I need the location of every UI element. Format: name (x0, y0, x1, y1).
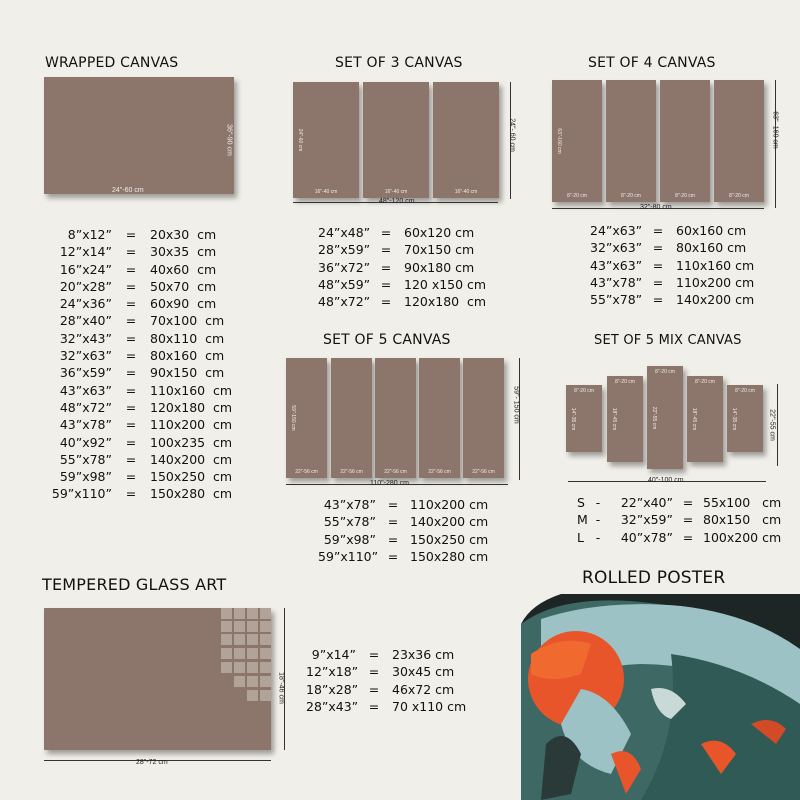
panel-height-label: 14"-35 cm (731, 407, 737, 430)
canvas-panel-3 (433, 82, 499, 198)
size-centimeters: 110x160 cm (150, 382, 233, 398)
equals-sign: = (125, 296, 137, 312)
equals-sign: = (125, 227, 137, 242)
panel-width-label: 8"-20 cm (615, 379, 635, 385)
glass-reflection-cell (260, 690, 271, 701)
size-centimeters: 150x250 cm (410, 531, 489, 547)
canvas-panel-3 (660, 80, 710, 202)
dash-separator: - (595, 512, 601, 528)
glass-reflection-cell (234, 634, 245, 645)
set4-height-label: 63"- 160 cm (771, 111, 779, 149)
equals-sign: = (125, 486, 137, 502)
size-centimeters: 150x280 cm (410, 548, 489, 564)
size-centimeters: 23x36 cm (392, 647, 455, 662)
equals-sign: = (125, 382, 137, 398)
panel-height-label: 24"-60 cm (297, 128, 303, 152)
size-row (318, 241, 514, 258)
size-row (46, 468, 260, 485)
size-centimeters: 46x72 cm (392, 681, 455, 697)
equals-sign: = (652, 223, 664, 238)
glass-reflection-cell (247, 648, 258, 659)
equals-sign: = (125, 244, 137, 260)
glass-reflection-cell (260, 676, 271, 687)
equals-sign: = (125, 417, 137, 433)
size-centimeters: 90x150 cm (150, 365, 225, 381)
size-inches: 8”x12” (67, 227, 112, 242)
size-centimeters: 80x110 cm (150, 330, 225, 346)
size-centimeters: 120x180 cm (150, 399, 233, 415)
equals-sign: = (368, 681, 380, 697)
size-centimeters: 30x35 cm (150, 244, 217, 260)
panel-height-label: 63"-160 cm (556, 128, 562, 154)
size-centimeters: 110x200 cm (410, 497, 489, 512)
canvas-panel-2 (331, 358, 372, 478)
equals-sign: = (125, 434, 137, 450)
set3-height-label: 24"- 60 cm (508, 118, 516, 152)
equals-sign: = (125, 451, 137, 467)
size-row (590, 291, 786, 308)
size-centimeters: 140x200 cm (676, 292, 755, 308)
equals-sign: = (652, 240, 664, 256)
size-centimeters: 20x30 cm (150, 227, 217, 242)
glass-reflection-cell (221, 621, 232, 632)
set3-size-list (318, 224, 514, 310)
equals-sign: = (125, 330, 137, 346)
size-row (46, 295, 260, 312)
glass-reflection-cell (221, 608, 232, 619)
size-row (318, 496, 520, 513)
equals-sign: = (368, 664, 380, 680)
size-inches: 59”x110” (318, 548, 379, 564)
dash-separator: - (595, 495, 601, 510)
size-inches: 18”x28” (306, 681, 359, 697)
panel-height-label: 59"-150 cm (290, 405, 296, 431)
size-inches: 32”x63” (59, 348, 112, 364)
size-centimeters: 140x200 cm (150, 451, 233, 467)
equals-sign: = (682, 495, 694, 510)
size-inches: 24”x63” (590, 223, 643, 238)
size-centimeters: 140x200 cm (410, 514, 489, 530)
size-row (318, 293, 514, 310)
size-row (590, 274, 786, 291)
panel-height-label: 18"-45 cm (691, 407, 697, 431)
size-centimeters: 60x90 cm (150, 296, 217, 312)
equals-sign: = (125, 313, 137, 329)
size-inches: 24”x48” (318, 225, 371, 240)
equals-sign: = (380, 294, 392, 310)
glass-reflection-cell (260, 648, 271, 659)
glass-reflection-cell (234, 676, 245, 687)
size-code: S (577, 495, 585, 510)
set5-width-label: 110"-280 cm (370, 480, 409, 487)
equals-sign: = (387, 497, 399, 512)
glass-reflection-cell (247, 690, 258, 701)
equals-sign: = (368, 698, 380, 714)
canvas-panel-3 (375, 358, 416, 478)
rolled-poster-image (521, 594, 800, 800)
size-row (590, 257, 786, 274)
size-row (46, 261, 260, 278)
panel-height-label: 22"-55 cm (651, 406, 657, 429)
canvas-panel-2 (363, 82, 429, 198)
glass-reflection-cell (247, 634, 258, 645)
equals-sign: = (387, 548, 399, 564)
size-code: M (577, 512, 588, 528)
equals-sign: = (682, 512, 694, 528)
equals-sign: = (380, 276, 392, 292)
equals-sign: = (380, 259, 392, 275)
glass-reflection-cell (221, 634, 232, 645)
size-row (46, 330, 260, 347)
size-row (318, 548, 520, 565)
set5mix-title: SET OF 5 MIX CANVAS (594, 333, 742, 348)
glass-reflection-cell (247, 662, 258, 673)
panel-width-label: 8"-20 cm (735, 388, 755, 394)
glass-reflection-cell (260, 621, 271, 632)
dash-separator: - (595, 529, 601, 545)
poster-title: ROLLED POSTER (582, 568, 726, 588)
canvas-panel-5 (463, 358, 504, 478)
size-inches: 9”x14” (311, 647, 356, 662)
panel-width-label: 22"-56 cm (384, 469, 407, 475)
size-centimeters: 150x250 cm (150, 469, 233, 485)
size-inches: 59”x98” (59, 469, 112, 485)
size-inches: 36”x59” (59, 365, 112, 381)
glass-size-list (306, 646, 502, 715)
wrapped-width-label: 24"-60 cm (112, 187, 144, 194)
size-inches: 28”x59” (318, 242, 371, 258)
panel-width-label: 22"-56 cm (295, 469, 318, 475)
glass-reflection-cell (260, 634, 271, 645)
size-inches: 55”x78” (590, 292, 643, 308)
size-inches: 40”x92” (59, 434, 112, 450)
wrapped-size-list (46, 226, 260, 503)
size-row (46, 434, 260, 451)
size-row (318, 513, 520, 530)
set4-size-list (590, 222, 786, 308)
size-centimeters: 110x160 cm (676, 257, 755, 273)
panel-width-label: 8"-20 cm (675, 193, 695, 199)
size-inches: 28”x43” (306, 698, 359, 714)
size-centimeters: 110x200 cm (676, 274, 755, 290)
panel-width-label: 8"-20 cm (574, 388, 594, 394)
set5mix-height-line (777, 384, 778, 466)
panel-width-label: 22"-56 cm (340, 469, 363, 475)
glass-width-label: 28"-72 cm (136, 759, 168, 766)
size-row (590, 239, 786, 256)
wrapped-canvas-title: WRAPPED CANVAS (45, 55, 179, 71)
equals-sign: = (652, 257, 664, 273)
size-inches: 43”x63” (59, 382, 112, 398)
glass-reflection-cell (234, 621, 245, 632)
size-centimeters: 60x160 cm (676, 223, 747, 238)
size-inches: 59”x110” (51, 486, 112, 502)
size-row (46, 243, 260, 260)
size-inches: 55”x78” (323, 514, 376, 530)
set3-title: SET OF 3 CANVAS (335, 55, 463, 71)
size-centimeters: 100x200 cm (703, 529, 782, 545)
equals-sign: = (380, 225, 392, 240)
size-row (306, 646, 502, 663)
size-row (306, 681, 502, 698)
size-row (46, 312, 260, 329)
glass-reflection-cell (234, 662, 245, 673)
size-centimeters: 30x45 cm (392, 664, 455, 680)
set4-width-label: 32"-80 cm (640, 204, 672, 211)
size-inches: 48”x59” (318, 276, 371, 292)
size-inches: 12”x18” (306, 664, 359, 680)
size-centimeters: 120 x150 cm (404, 276, 487, 292)
size-inches: 55”x78” (59, 451, 112, 467)
size-row (306, 663, 502, 680)
size-row (590, 222, 786, 239)
wrapped-canvas-panel (44, 77, 234, 194)
size-row (577, 529, 800, 546)
size-row (318, 224, 514, 241)
glass-reflection-cell (260, 608, 271, 619)
size-centimeters: 80x150 cm (703, 512, 782, 528)
panel-width-label: 16"-40 cm (314, 189, 338, 195)
size-inches: 32”x43” (59, 330, 112, 346)
size-inches: 43”x78” (59, 417, 112, 433)
equals-sign: = (682, 529, 694, 545)
panel-width-label: 8"-20 cm (621, 193, 641, 199)
equals-sign: = (652, 292, 664, 308)
size-centimeters: 80x160 cm (676, 240, 747, 256)
size-inches: 12”x14” (59, 244, 112, 260)
set5-size-list (318, 496, 520, 565)
size-inches: 36”x72” (318, 259, 371, 275)
size-row (306, 698, 502, 715)
size-inches: 48”x72” (59, 399, 112, 415)
size-row (46, 451, 260, 468)
size-row (46, 364, 260, 381)
set3-width-label: 48"-120 cm (379, 198, 415, 205)
size-inches: 43”x63” (590, 257, 643, 273)
panel-width-label: 16"-40 cm (454, 189, 478, 195)
equals-sign: = (125, 278, 137, 294)
set5mix-width-label: 40"-100 cm (648, 477, 684, 484)
set5mix-height-label: 22"-55 cm (768, 409, 776, 441)
equals-sign: = (387, 514, 399, 530)
size-centimeters: 80x160 cm (150, 348, 225, 364)
panel-width-label: 16"-40 cm (384, 189, 408, 195)
size-centimeters: 90x180 cm (404, 259, 475, 275)
set5-height-label: 59"- 150 cm (512, 386, 520, 424)
panel-width-label: 22"-56 cm (428, 469, 451, 475)
glass-title: TEMPERED GLASS ART (42, 575, 227, 594)
size-centimeters: 60x120 cm (404, 225, 475, 240)
panel-width-label: 8"-20 cm (655, 369, 675, 375)
canvas-panel-4 (419, 358, 460, 478)
size-row (46, 399, 260, 416)
size-centimeters: 120x180 cm (404, 294, 487, 310)
size-centimeters: 40x60 cm (150, 261, 217, 277)
size-row (46, 416, 260, 433)
size-row (46, 278, 260, 295)
size-row (577, 511, 800, 528)
size-inches: 32”x59” (620, 512, 673, 528)
set5-title: SET OF 5 CANVAS (323, 332, 451, 348)
size-centimeters: 150x280 cm (150, 486, 233, 502)
size-inches: 28”x40” (59, 313, 112, 329)
size-row (46, 347, 260, 364)
glass-reflection-cell (247, 608, 258, 619)
size-row (577, 494, 800, 511)
set4-title: SET OF 4 CANVAS (588, 55, 716, 71)
equals-sign: = (387, 531, 399, 547)
panel-width-label: 8"-20 cm (729, 193, 749, 199)
size-centimeters: 110x200 cm (150, 417, 233, 433)
equals-sign: = (368, 647, 380, 662)
size-centimeters: 70x150 cm (404, 242, 475, 258)
panel-width-label: 8"-20 cm (567, 193, 587, 199)
glass-reflection-cell (221, 648, 232, 659)
equals-sign: = (125, 365, 137, 381)
panel-height-label: 18"-45 cm (611, 407, 617, 431)
size-row (46, 485, 260, 502)
equals-sign: = (125, 261, 137, 277)
size-inches: 20”x28” (59, 278, 112, 294)
glass-reflection-cell (247, 621, 258, 632)
size-inches: 59”x98” (323, 531, 376, 547)
size-inches: 48”x72” (318, 294, 371, 310)
equals-sign: = (380, 242, 392, 258)
size-code: L (577, 529, 584, 545)
size-centimeters: 100x235 cm (150, 434, 233, 450)
wrapped-height-label: 36"-90 cm (225, 124, 233, 156)
glass-reflection-cell (234, 608, 245, 619)
size-row (318, 276, 514, 293)
glass-height-label: 18"-46 cm (277, 672, 285, 704)
size-inches: 24”x36” (59, 296, 112, 312)
size-inches: 43”x78” (323, 497, 376, 512)
size-inches: 40”x78” (620, 529, 673, 545)
panel-width-label: 8"-20 cm (695, 379, 715, 385)
equals-sign: = (125, 348, 137, 364)
glass-reflection (221, 608, 271, 708)
glass-reflection-cell (234, 648, 245, 659)
size-row (46, 226, 260, 243)
size-inches: 16”x24” (59, 261, 112, 277)
size-inches: 43”x78” (590, 274, 643, 290)
canvas-panel-4 (714, 80, 764, 202)
equals-sign: = (125, 469, 137, 485)
panel-width-label: 22"-56 cm (472, 469, 495, 475)
size-row (318, 259, 514, 276)
set5mix-size-list (577, 494, 800, 546)
size-centimeters: 70 x110 cm (392, 698, 467, 714)
size-centimeters: 50x70 cm (150, 278, 217, 294)
size-inches: 22”x40” (620, 495, 673, 510)
size-centimeters: 55x100 cm (703, 495, 782, 510)
equals-sign: = (125, 399, 137, 415)
equals-sign: = (652, 274, 664, 290)
size-centimeters: 70x100 cm (150, 313, 225, 329)
glass-reflection-cell (247, 676, 258, 687)
glass-reflection-cell (260, 662, 271, 673)
size-inches: 32”x63” (590, 240, 643, 256)
canvas-panel-2 (606, 80, 656, 202)
size-row (46, 382, 260, 399)
glass-reflection-cell (221, 662, 232, 673)
size-row (318, 531, 520, 548)
panel-height-label: 14"-35 cm (570, 407, 576, 430)
